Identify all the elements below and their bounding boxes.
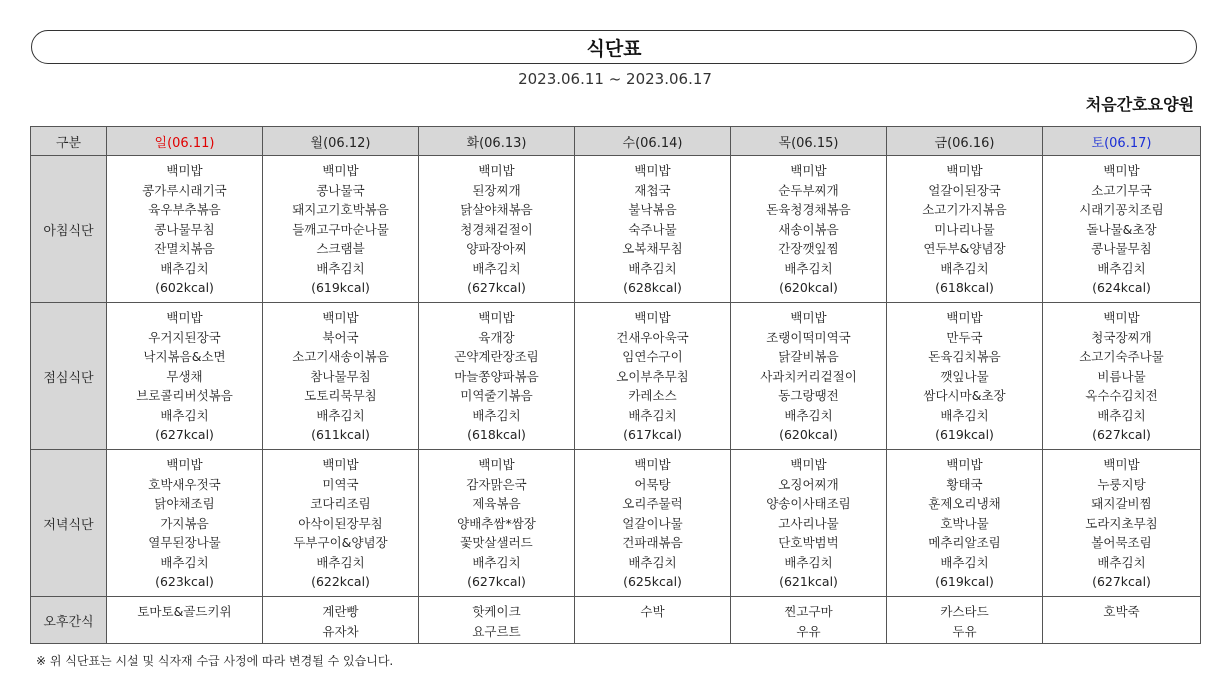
- menu-item: 얼갈이나물: [622, 515, 683, 531]
- menu-item: 건파래볶음: [622, 535, 683, 550]
- menu-item: 미역국: [322, 476, 359, 492]
- menu-item: 콩나물무침: [154, 221, 215, 237]
- menu-item: 백미밥: [1103, 457, 1140, 472]
- menu-item: (627kcal): [1092, 427, 1151, 442]
- menu-item: 동그랑땡전: [778, 388, 839, 403]
- menu-cell: [887, 303, 1043, 450]
- menu-item: (619kcal): [311, 280, 370, 295]
- menu-item: 호박죽: [1103, 604, 1140, 619]
- menu-item: 배추김치: [628, 554, 677, 570]
- menu-item: 계란빵: [322, 604, 359, 619]
- menu-item: (627kcal): [467, 280, 526, 295]
- menu-item: 백미밥: [790, 163, 827, 178]
- menu-cell: [731, 156, 887, 303]
- menu-cell: [887, 450, 1043, 597]
- meal-row-lunch: [31, 303, 1201, 450]
- menu-item: 마늘쫑양파볶음: [454, 368, 539, 384]
- menu-item: 두유: [952, 623, 977, 639]
- menu-item: 코다리조림: [310, 496, 371, 511]
- menu-item: 스크램블: [316, 241, 365, 256]
- menu-item: 배추김치: [316, 260, 365, 276]
- menu-item: 연두부&양념장: [923, 241, 1006, 256]
- menu-item: 백미밥: [166, 163, 203, 178]
- menu-item: 청경채겉절이: [460, 221, 533, 237]
- menu-item: 토마토&골드키위: [137, 604, 232, 619]
- menu-item: (628kcal): [623, 280, 682, 295]
- menu-item: 배추김치: [784, 260, 833, 276]
- menu-item: 고사리나물: [778, 515, 839, 531]
- menu-item: 배추김치: [784, 554, 833, 570]
- menu-item: 배추김치: [628, 260, 677, 276]
- menu-item: 배추김치: [940, 260, 989, 276]
- menu-cell: [107, 156, 263, 303]
- menu-item: 도라지초무침: [1085, 515, 1158, 531]
- menu-item: 미나리나물: [934, 221, 995, 237]
- menu-item: 비름나물: [1097, 368, 1146, 384]
- menu-item: 백미밥: [634, 457, 671, 472]
- menu-item: 배추김치: [628, 407, 677, 423]
- menu-item: 카스타드: [940, 604, 989, 619]
- menu-item: 참나물무침: [310, 368, 371, 384]
- menu-item: 누룽지탕: [1097, 476, 1146, 492]
- menu-item: 임연수구이: [622, 349, 683, 364]
- menu-item: 꽃맛살샐러드: [460, 535, 533, 550]
- menu-item: 깻잎나물: [940, 368, 989, 384]
- menu-item: 배추김치: [940, 407, 989, 423]
- menu-item: 오리주물럭: [622, 496, 683, 511]
- menu-item: 소고기새송이볶음: [292, 349, 389, 364]
- menu-item: 닭살야채볶음: [460, 202, 533, 217]
- weekly-menu-table: [30, 126, 1201, 644]
- menu-cell: [575, 597, 731, 644]
- menu-item: (624kcal): [1092, 280, 1151, 295]
- menu-item: 백미밥: [790, 310, 827, 325]
- menu-item: 소고기무국: [1091, 182, 1152, 198]
- menu-item: 어묵탕: [634, 476, 671, 492]
- meal-label: 오후간식: [31, 597, 107, 644]
- menu-item: (620kcal): [779, 427, 838, 442]
- menu-item: 카레소스: [628, 388, 677, 403]
- menu-item: (602kcal): [155, 280, 214, 295]
- menu-item: (621kcal): [779, 574, 838, 589]
- menu-item: 볼어묵조림: [1091, 535, 1152, 550]
- menu-item: 호박나물: [940, 515, 989, 531]
- menu-cell: [887, 156, 1043, 303]
- menu-item: 미역줄기볶음: [460, 388, 533, 403]
- menu-cell: [419, 156, 575, 303]
- menu-cell: [419, 303, 575, 450]
- day-header-friday: 금(06.16): [887, 127, 1043, 156]
- menu-item: 돈육청경채볶음: [766, 202, 851, 217]
- meal-row-snack: [31, 597, 1201, 644]
- menu-item: 배추김치: [1097, 407, 1146, 423]
- menu-cell: [263, 156, 419, 303]
- menu-item: (618kcal): [467, 427, 526, 442]
- day-header-saturday: 토(06.17): [1043, 127, 1201, 156]
- menu-item: 배추김치: [160, 260, 209, 276]
- menu-cell: [107, 597, 263, 644]
- menu-item: 백미밥: [946, 163, 983, 178]
- menu-item: 백미밥: [166, 457, 203, 472]
- menu-item: 단호박범벅: [778, 535, 839, 550]
- menu-item: (620kcal): [779, 280, 838, 295]
- menu-item: 만두국: [946, 329, 983, 345]
- menu-cell: [263, 450, 419, 597]
- menu-item: 육개장: [478, 329, 515, 345]
- menu-item: 백미밥: [634, 310, 671, 325]
- footnote: ※ 위 식단표는 시설 및 식자재 수급 사정에 따라 변경될 수 있습니다.: [36, 654, 394, 668]
- menu-item: (619kcal): [935, 427, 994, 442]
- menu-item: 배추김치: [472, 407, 521, 423]
- menu-item: 배추김치: [472, 554, 521, 570]
- menu-item: 백미밥: [322, 163, 359, 178]
- menu-item: 메추리알조림: [928, 535, 1001, 550]
- menu-item: 도토리묵무침: [304, 388, 377, 403]
- menu-cell: [263, 597, 419, 644]
- menu-item: 두부구이&양념장: [293, 535, 388, 550]
- menu-item: (618kcal): [935, 280, 994, 295]
- menu-item: 백미밥: [946, 457, 983, 472]
- menu-item: 황태국: [946, 476, 983, 492]
- menu-item: 백미밥: [478, 310, 515, 325]
- menu-item: 콩나물국: [316, 182, 365, 198]
- menu-cell: [1043, 450, 1201, 597]
- day-header-thursday: 목(06.15): [731, 127, 887, 156]
- menu-item: 우유: [796, 623, 821, 639]
- menu-item: 수박: [640, 604, 665, 619]
- menu-cell: [107, 450, 263, 597]
- menu-item: 닭갈비볶음: [778, 349, 839, 364]
- menu-item: 우거지된장국: [148, 329, 221, 345]
- menu-item: 배추김치: [160, 554, 209, 570]
- menu-item: 사과치커리겉절이: [760, 368, 857, 384]
- menu-item: 무생채: [166, 368, 203, 384]
- meal-row-breakfast: [31, 156, 1201, 303]
- menu-item: 감자맑은국: [466, 476, 527, 492]
- menu-item: 오징어찌개: [778, 476, 839, 492]
- header-row: [31, 127, 1201, 156]
- menu-item: 배추김치: [472, 260, 521, 276]
- menu-item: 간장깻잎찜: [778, 241, 839, 256]
- menu-cell: [731, 597, 887, 644]
- menu-item: 백미밥: [322, 310, 359, 325]
- menu-cell: [887, 597, 1043, 644]
- menu-item: 배추김치: [940, 554, 989, 570]
- menu-item: 배추김치: [784, 407, 833, 423]
- menu-item: 청국장찌개: [1091, 329, 1152, 345]
- menu-cell: [1043, 303, 1201, 450]
- menu-item: 백미밥: [478, 457, 515, 472]
- menu-item: 요구르트: [472, 623, 521, 639]
- meal-label: 아침식단: [31, 156, 107, 303]
- menu-item: (627kcal): [467, 574, 526, 589]
- menu-item: 잔멸치볶음: [154, 241, 215, 256]
- menu-item: 열무된장나물: [148, 535, 221, 550]
- organization-name: 처음간호요양원: [1085, 95, 1194, 114]
- menu-cell: [575, 303, 731, 450]
- menu-item: 훈제오리냉채: [928, 496, 1001, 511]
- menu-item: 쌈다시마&초장: [923, 388, 1006, 403]
- day-header-tuesday: 화(06.13): [419, 127, 575, 156]
- menu-item: 돌나물&초장: [1086, 221, 1157, 237]
- menu-item: 새송이볶음: [778, 221, 839, 237]
- menu-item: (617kcal): [623, 427, 682, 442]
- menu-item: 육우부추볶음: [148, 202, 221, 217]
- menu-cell: [1043, 597, 1201, 644]
- menu-item: 콩가루시래기국: [142, 182, 227, 198]
- menu-item: 가지볶음: [160, 515, 209, 531]
- menu-cell: [107, 303, 263, 450]
- menu-item: 브로콜리버섯볶음: [136, 388, 233, 403]
- menu-item: (619kcal): [935, 574, 994, 589]
- menu-item: 순두부찌개: [778, 182, 839, 198]
- meal-row-dinner: [31, 450, 1201, 597]
- menu-item: 건새우아욱국: [616, 329, 689, 345]
- menu-item: 얼갈이된장국: [928, 182, 1001, 198]
- menu-item: 불낙볶음: [628, 202, 677, 217]
- menu-item: (625kcal): [623, 574, 682, 589]
- menu-item: 소고기가지볶음: [922, 202, 1007, 217]
- menu-item: 백미밥: [322, 457, 359, 472]
- menu-item: 숙주나물: [628, 221, 677, 237]
- menu-item: (627kcal): [155, 427, 214, 442]
- menu-item: 제육볶음: [472, 496, 521, 511]
- menu-item: 배추김치: [316, 407, 365, 423]
- menu-item: 양파장아찌: [466, 241, 527, 256]
- menu-item: 재첩국: [634, 182, 671, 198]
- menu-item: 들깨고구마순나물: [292, 221, 389, 237]
- menu-item: 아삭이된장무침: [298, 515, 383, 531]
- menu-item: (623kcal): [155, 574, 214, 589]
- menu-item: 돼지갈비찜: [1091, 496, 1152, 511]
- menu-item: 유자차: [322, 623, 359, 639]
- menu-item: 양송이사태조림: [766, 496, 851, 511]
- menu-item: 배추김치: [316, 554, 365, 570]
- meal-label: 저녁식단: [31, 450, 107, 597]
- page-title: 식단표: [586, 37, 642, 60]
- menu-title-box: [31, 30, 1197, 64]
- menu-item: 백미밥: [478, 163, 515, 178]
- menu-item: 소고기숙주나물: [1079, 349, 1164, 364]
- menu-cell: [731, 450, 887, 597]
- menu-item: 오이부추무침: [616, 368, 689, 384]
- day-header-wednesday: 수(06.14): [575, 127, 731, 156]
- menu-item: 찐고구마: [784, 604, 833, 619]
- menu-item: 핫케이크: [472, 604, 521, 619]
- menu-item: 백미밥: [166, 310, 203, 325]
- meal-label: 점심식단: [31, 303, 107, 450]
- menu-cell: [731, 303, 887, 450]
- menu-cell: [419, 597, 575, 644]
- menu-cell: [263, 303, 419, 450]
- day-header-monday: 월(06.12): [263, 127, 419, 156]
- menu-item: 백미밥: [790, 457, 827, 472]
- menu-period: 2023.06.11 ~ 2023.06.17: [518, 70, 712, 88]
- menu-item: 옥수수김치전: [1085, 388, 1158, 403]
- menu-item: 낙지볶음&소면: [143, 349, 226, 364]
- menu-item: 백미밥: [946, 310, 983, 325]
- menu-item: 백미밥: [1103, 310, 1140, 325]
- menu-cell: [575, 156, 731, 303]
- header-label: 구분: [31, 127, 107, 156]
- menu-cell: [575, 450, 731, 597]
- menu-item: 오복채무침: [622, 241, 683, 256]
- menu-item: 조랭이떡미역국: [766, 329, 851, 345]
- menu-item: 곤약계란장조림: [454, 349, 539, 364]
- menu-item: (611kcal): [311, 427, 370, 442]
- menu-item: 닭야채조림: [154, 496, 215, 511]
- menu-cell: [419, 450, 575, 597]
- menu-item: 백미밥: [1103, 163, 1140, 178]
- menu-item: (627kcal): [1092, 574, 1151, 589]
- menu-item: 배추김치: [160, 407, 209, 423]
- menu-cell: [1043, 156, 1201, 303]
- menu-item: 백미밥: [634, 163, 671, 178]
- menu-item: 콩나물무침: [1091, 241, 1152, 256]
- menu-item: 배추김치: [1097, 260, 1146, 276]
- menu-item: 돼지고기호박볶음: [292, 202, 389, 217]
- menu-item: 북어국: [322, 329, 359, 345]
- menu-item: 호박새우젓국: [148, 476, 221, 492]
- menu-item: 돈육김치볶음: [928, 349, 1001, 364]
- menu-item: 양배추쌈*쌈장: [457, 515, 536, 531]
- day-header-sunday: 일(06.11): [107, 127, 263, 156]
- menu-item: 시래기꽁치조림: [1079, 202, 1164, 217]
- menu-item: 배추김치: [1097, 554, 1146, 570]
- menu-item: (622kcal): [311, 574, 370, 589]
- menu-item: 된장찌개: [472, 182, 521, 198]
